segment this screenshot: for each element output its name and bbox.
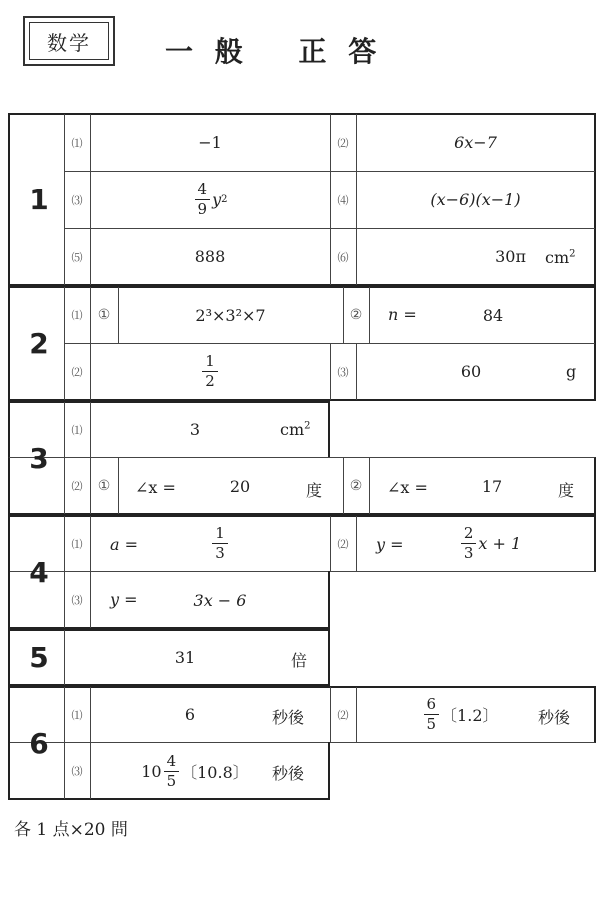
fraction: $\frac{1}{2}$ bbox=[202, 354, 218, 389]
answer-1-6: 30π bbox=[495, 247, 526, 266]
fraction: $\frac{4}{5}$ bbox=[164, 754, 180, 789]
answer-4-3: 3x − 6 bbox=[193, 590, 247, 610]
prefix-3-2-1: ∠x = bbox=[135, 478, 176, 497]
answer-4-1 bbox=[170, 516, 270, 571]
answer-6-1: 6 bbox=[184, 705, 196, 724]
label-1-2: ⑵ bbox=[337, 136, 349, 150]
label-6-3: ⑶ bbox=[71, 765, 83, 778]
label-4-3: ⑶ bbox=[71, 594, 83, 607]
label-3-2: ⑵ bbox=[71, 480, 83, 493]
answer-6-3: 10 $\frac{4}{5}$ 〔10.8〕 bbox=[141, 751, 249, 790]
label-4-1: ⑴ bbox=[71, 537, 83, 551]
section-5-number: 5 bbox=[29, 641, 49, 674]
section-4-number: 4 bbox=[29, 555, 49, 589]
section-6-number: 6 bbox=[29, 726, 49, 760]
unit-5: 倍 bbox=[291, 651, 308, 670]
label-3-1: ⑴ bbox=[71, 423, 83, 437]
answer-3-1: 3 bbox=[189, 420, 201, 439]
unit-6-1: 秒後 bbox=[272, 708, 305, 727]
section-1-number: 1 bbox=[29, 183, 49, 216]
unit-6-3: 秒後 bbox=[272, 764, 305, 783]
label-1-5: ⑸ bbox=[71, 250, 83, 264]
answer-1-3: $\frac{4}{9}$ y 2 bbox=[90, 171, 330, 228]
label-4-2: ⑵ bbox=[337, 537, 349, 551]
label-1-4: ⑷ bbox=[337, 193, 349, 207]
answer-3-2-2: 17 bbox=[481, 476, 503, 496]
fraction: $\frac{2}{3}$ bbox=[461, 526, 477, 561]
section-3-number: 3 bbox=[29, 441, 49, 475]
label-6-1: ⑴ bbox=[71, 708, 83, 722]
label-1-3: ⑶ bbox=[71, 193, 83, 207]
label-2-2: ⑵ bbox=[71, 365, 83, 379]
unit-6-2: 秒後 bbox=[538, 708, 571, 727]
subject-box bbox=[23, 16, 115, 66]
answer-2-1-2: 84 bbox=[482, 305, 504, 325]
label-2-1-2: ② bbox=[349, 307, 363, 323]
answer-1-2: 6x−7 bbox=[454, 133, 497, 152]
answer-1-1: −1 bbox=[198, 133, 222, 152]
prefix-4-2: y = bbox=[376, 535, 404, 554]
unit-1-6: $cm^2$ bbox=[545, 248, 576, 267]
prefix-4-3: y = bbox=[110, 590, 138, 609]
fraction: $\frac{4}{9}$ bbox=[195, 182, 211, 217]
answer-5: 31 bbox=[174, 648, 196, 667]
label-6-2: ⑵ bbox=[337, 708, 349, 722]
label-3-2-1: ① bbox=[97, 478, 111, 494]
answer-6-2: $\frac{6}{5}$ 〔1.2〕 bbox=[410, 687, 510, 742]
fraction: $\frac{6}{5}$ bbox=[424, 697, 440, 732]
prefix-4-1: a = bbox=[110, 535, 139, 554]
scoring-note: 各 1 点×20 問 bbox=[14, 820, 128, 840]
answer-2-1-1: 2³×3²×7 bbox=[195, 305, 266, 325]
prefix-2-1-2: n = bbox=[388, 305, 417, 324]
unit-3-2-2: 度 bbox=[558, 481, 575, 500]
answer-4-2: $\frac{2}{3}$ x + 1 bbox=[440, 516, 540, 571]
answer-2-2 bbox=[90, 343, 330, 400]
section-2-number: 2 bbox=[29, 327, 49, 360]
unit-2-3: g bbox=[566, 362, 577, 381]
answer-2-3: 60 bbox=[460, 362, 482, 381]
answer-1-4: (x−6)(x−1) bbox=[430, 190, 521, 209]
label-1-6: ⑹ bbox=[337, 250, 349, 264]
subject-label: 数学 bbox=[29, 22, 109, 60]
fraction: $\frac{1}{3}$ bbox=[212, 526, 228, 561]
label-2-1: ⑴ bbox=[71, 309, 83, 322]
unit-3-2-1: 度 bbox=[306, 481, 323, 500]
prefix-3-2-2: ∠x = bbox=[387, 478, 428, 497]
label-2-3: ⑶ bbox=[337, 365, 349, 379]
label-1-1: ⑴ bbox=[71, 136, 83, 150]
answer-3-2-1: 20 bbox=[229, 476, 251, 496]
answer-1-5: 888 bbox=[194, 247, 226, 266]
unit-3-1: $cm^2$ bbox=[280, 420, 311, 439]
label-3-2-2: ② bbox=[349, 478, 363, 494]
label-2-1-1: ① bbox=[97, 307, 111, 323]
page-title: 一 般 正 答 bbox=[165, 35, 383, 68]
